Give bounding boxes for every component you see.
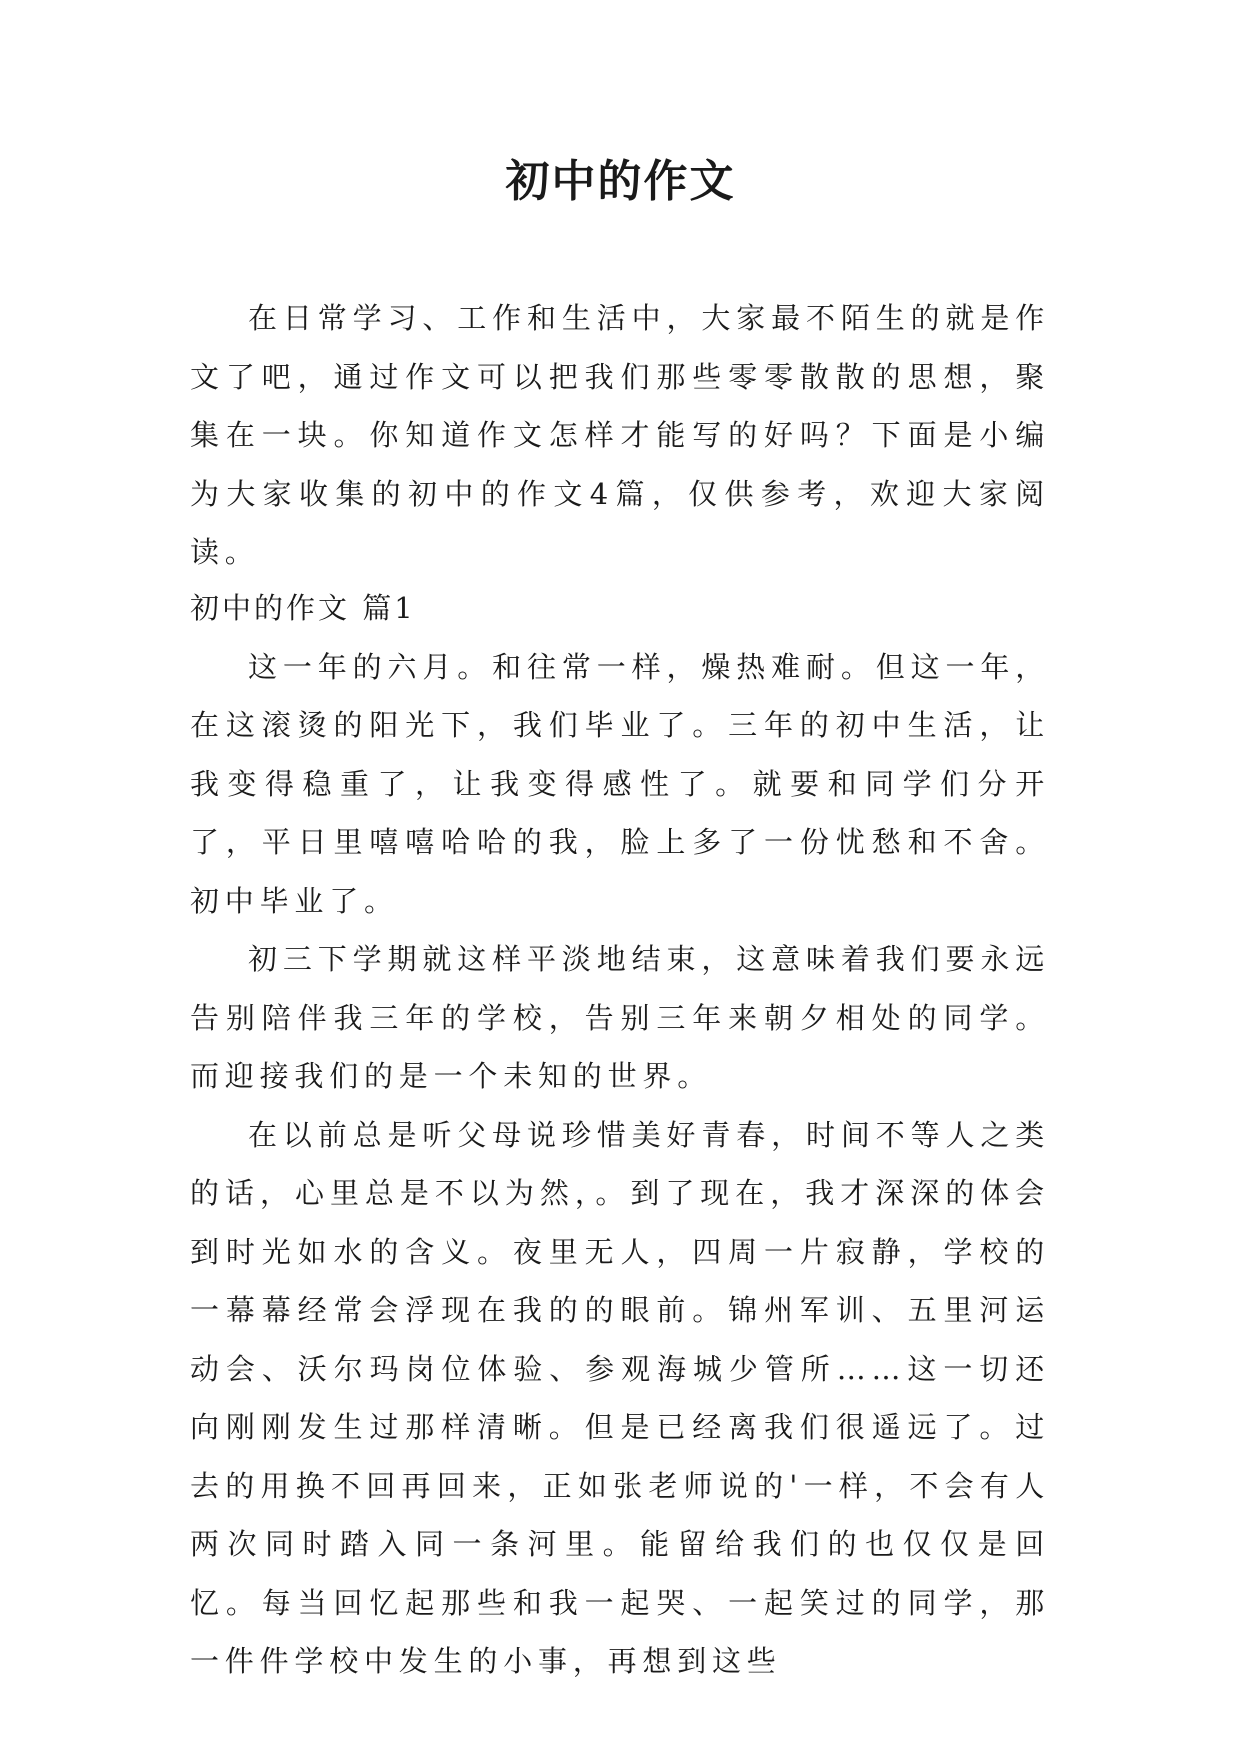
intro-paragraph: 在日常学习、工作和生活中，大家最不陌生的就是作文了吧，通过作文可以把我们那些零零散散的思想，聚集在一块。你知道作文怎样才能写的好吗？下面是小编为大家收集的初中的作文4篇，仅供参考，欢迎大家阅读。 <box>190 301 1050 569</box>
intro-block <box>190 289 1050 582</box>
document-title: 初中的作文 <box>505 156 736 207</box>
section-paragraph-1: 这一年的六月。和往常一样，燥热难耐。但这一年，在这滚烫的阳光下，我们毕业了。三年的初中生活，让我变得稳重了，让我变得感性了。就要和同学们分开了，平日里嘻嘻哈哈的我，脸上多了一份忧愁和不舍。初中毕业了。 <box>190 649 1050 918</box>
section-heading: 初中的作文 篇1 <box>190 591 416 625</box>
section-1 <box>190 579 1050 1691</box>
section-paragraph-3: 在以前总是听父母说珍惜美好青春，时间不等人之类的话，心里总是不以为然，。到了现在，我才深深的体会到时光如水的含义。夜里无人，四周一片寂静，学校的一幕幕经常会浮现在我的的眼前。锦州军训、五里河运动会、沃尔玛岗位体验、参观海城少管所……这一切还向刚刚发生过那样清晰。但是已经离我们很遥远了。过去的用换不回再回来，正如张老师说的'一样，不会有人两次同时踏入同一条河里。能留给我们的也仅仅是回忆。每当回忆起那些和我一起哭、一起笑过的同学，那一件件学校中发生的小事，再想到这些 <box>190 1117 1050 1678</box>
section-paragraph-2: 初三下学期就这样平淡地结束，这意味着我们要永远告别陪伴我三年的学校，告别三年来朝夕相处的同学。而迎接我们的是一个未知的世界。 <box>190 942 1050 1093</box>
